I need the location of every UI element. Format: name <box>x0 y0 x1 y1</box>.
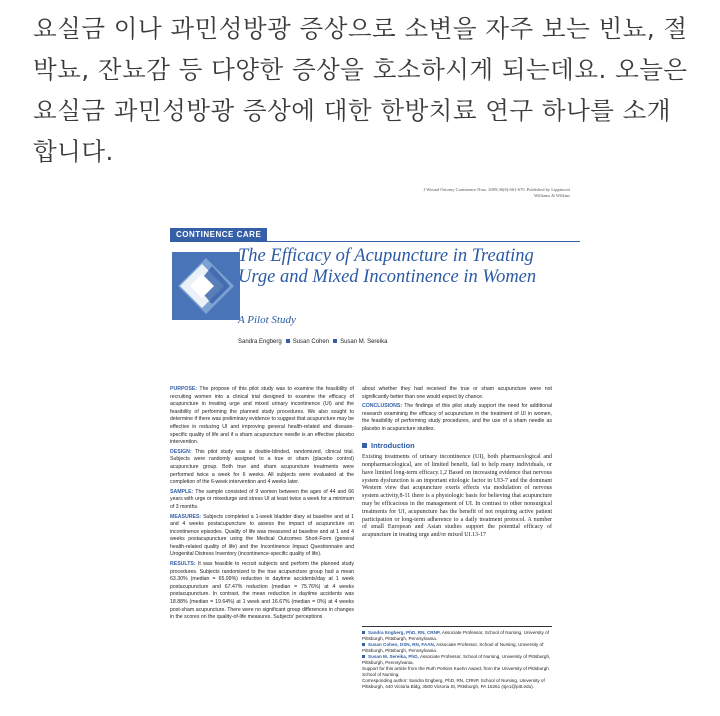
affiliation-item: Susan M. Sereika, PhD, Associate Professor, School of Nursing, University of Pittsburgh, Pittsburgh, Pennsylvania. <box>362 654 551 665</box>
author-name: Susan Cohen <box>292 339 330 345</box>
affiliation-item: Susan Cohen, DSN, RN, FAAN, Associate Professor, School of Nursing, University of Pittsburgh, Pittsburgh, Pennsylvania. <box>362 642 544 653</box>
separator-square-icon <box>286 339 290 343</box>
introduction-heading: Introduction <box>362 442 552 450</box>
abstract-conclusions: CONCLUSIONS: The findings of this pilot study support the need for additional research examining the efficacy of acupuncture in the treatment of UI in women, the feasibility of performing study procedures, and the use of a sham needle as placebo in acupuncture studies. <box>362 403 552 432</box>
affiliation-item: Sandra Engberg, PhD, RN, CRNP, Associate Professor, School of Nursing, University of Pittsburgh, Pittsburgh, Pennsylvania. <box>362 630 549 641</box>
support-note: Support for this article from the Ruth Perkins Kuehn Award, from the University of Pittsburgh School of Nursing. <box>362 666 549 677</box>
abstract-column-left <box>170 386 354 624</box>
abstract-column-right <box>362 386 552 542</box>
author-name: Sandra Engberg <box>238 339 282 345</box>
paper-subtitle: A Pilot Study <box>238 314 296 326</box>
journal-logo <box>172 252 240 320</box>
abstract-measures: MEASURES: Subjects completed a 1-week bladder diary at baseline and at 1 and 4 weeks postacupuncture to assess the impact of acupuncture on incontinence episodes. Quality of life was measured at baseline and at 1 and 4 weeks postacupuncture using the Medical Outcomes Short-Form (general health-related quality of life) and the Incontinence Impact Questionnaire and Urogenital Distress Inventory (incontinence-specific quality of life). <box>170 513 354 558</box>
paper-page <box>150 182 580 716</box>
paper-title: The Efficacy of Acupuncture in Treating Urge and Mixed Incontinence in Women <box>238 246 537 287</box>
abstract-purpose: PURPOSE: The propose of this pilot study was to examine the feasibility of recruiting women into a clinical trial designed to examine the efficacy of acupuncture in treating urge and mixed urinary incontinence (UI) and the feasibility of performing the planned study procedures. We also sought to determine if there was preliminary evidence to suggest that acupuncture may be effective in reducing UI and improving general health-related and disease-specific quality of life and if a sham acupuncture needle is an effective placebo intervention. <box>170 386 354 446</box>
journal-citation: J Wound Ostomy Continence Nurs. 2009;36(6):661-670. Published by Lippincott Williams & Wilkins <box>423 187 570 198</box>
bullet-square-icon <box>362 655 365 658</box>
author-affiliations <box>362 630 552 690</box>
results-continued: about whether they had received the true or sham acupuncture were not significantly better than one would expect by chance. <box>362 386 552 400</box>
section-tag: CONTINENCE CARE <box>170 228 267 241</box>
bullet-square-icon <box>362 631 365 634</box>
abstract-results: RESULTS: It was feasible to recruit subjects and perform the planned study procedures. Subjects randomized to the true acupuncture group had a mean 63.30% (median = 65.99%) reduction in daytime accidents/day at 1 week postacupuncture and 67.47% reduction (median = 75.76%) at 4 weeks postacupuncture. In contrast, the mean reduction in daytime accidents was 18.88% (median = 19.64%) at 1 week and 16.67% (median = 0%) at 4 weeks post-sham acupuncture. There were no significant group differences in changes in the scores on the quality-of-life measures. Subjects' perceptions <box>170 561 354 621</box>
bullet-square-icon <box>362 643 365 646</box>
affiliation-divider <box>362 626 552 627</box>
author-list <box>238 339 387 345</box>
section-divider <box>170 241 580 242</box>
intro-paragraph: 요실금 이나 과민성방광 증상으로 소변을 자주 보는 빈뇨, 절박뇨, 잔뇨감 등 다양한 증상을 호소하시게 되는데요. 오늘은 요실금 과민성방광 증상에 대한 한방치료 연구 하나를 소개합니다. <box>33 14 688 166</box>
correspondence-note: Corresponding author: Sandra Engberg, PhD, RN, CRNP, School of Nursing, University of Pittsburgh, 440 Victoria Bldg, 3500 Victoria St, Pittsburgh, PA 15261 (sje1@pitt.edu). <box>362 678 545 689</box>
heading-square-icon <box>362 443 367 448</box>
author-name: Susan M. Sereika <box>340 339 388 345</box>
abstract-design: DESIGN: This pilot study was a double-blinded, randomized, clinical trial. Subjects were randomly assigned to a true or sham (placebo control) acupuncture group. Both true and sham acupuncture treatments were performed twice a week for 6 weeks. All subjects were evaluated at the completion of the 6-week intervention and 4 weeks later. <box>170 448 354 486</box>
introduction-body: Existing treatments of urinary incontinence (UI), both pharmacological and nonpharmacological, are of limited benefit, fail to help many individuals, or have limited long-term efficacy.1,2 Based on increasing evidence that nervous system dysfunction is an important etiologic factor in UI3-7 and the dominant Western view that acupuncture exerts effects via modulation of nervous system activity,8-11 there is a physiologic basis for believing that acupuncture may be efficacious in the management of UI. In contrast to other nonsurgical treatments for UI, acupuncture has the benefit of not requiring active patient participation or long-term adherence to a daily treatment protocol. A number of small European and Asian studies support the potential efficacy of acupuncture in treating urge and/or mixed UI.13-17 <box>362 454 552 539</box>
separator-square-icon <box>333 339 337 343</box>
abstract-sample: SAMPLE: The sample consisted of 9 women between the ages of 44 and 66 years with urge or mixedurge and stress UI at least twice a week for a minimum of 3 months. <box>170 488 354 510</box>
